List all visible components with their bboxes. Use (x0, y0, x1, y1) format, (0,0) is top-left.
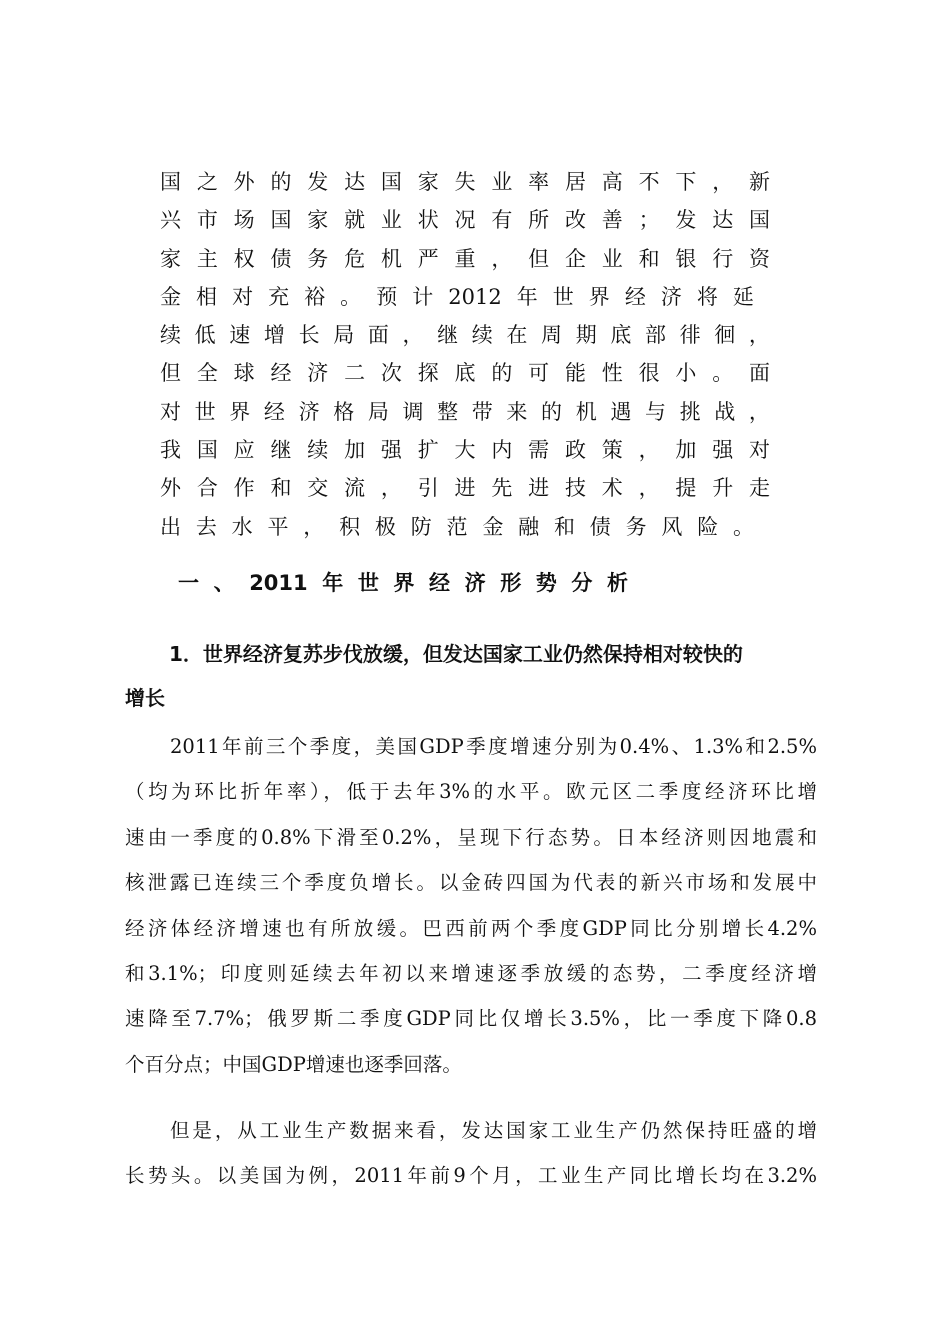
abstract-char: 的 (270, 170, 292, 194)
abstract-char: 需 (528, 438, 550, 463)
abstract-char: ， (638, 476, 660, 501)
abstract-char: 济 (660, 284, 682, 309)
paragraph-line: 个百分点；中国GDP增速也逐季回落。 (125, 1052, 462, 1076)
abstract-char: ； (638, 208, 660, 233)
abstract-char: 融 (518, 514, 540, 539)
abstract-char: 。 (340, 284, 362, 309)
abstract-char: 将 (696, 284, 718, 309)
abstract-char: 二 (344, 361, 366, 386)
abstract-char: 国 (160, 170, 181, 194)
abstract-char: 和 (270, 476, 292, 501)
section-heading-char: 一 (178, 571, 199, 595)
abstract-char: 风 (661, 514, 683, 539)
abstract-char: 率 (528, 170, 550, 194)
abstract-char: 续 (471, 323, 493, 348)
abstract-char: 预 (376, 284, 398, 309)
abstract-char: 国 (749, 208, 770, 233)
abstract-char: 徊 (714, 323, 736, 348)
abstract-char: 和 (638, 246, 660, 271)
abstract-char: 资 (749, 246, 770, 271)
abstract-char: 外 (160, 476, 181, 501)
abstract-char: 充 (268, 284, 290, 309)
abstract-char: ， (748, 399, 770, 424)
abstract-char: 走 (749, 476, 770, 501)
paragraph-line: 速由一季度的0.8%下滑至0.2%，呈现下行态势。日本经济则因地震和 (125, 825, 817, 849)
paragraph-line: （均为环比折年率），低于去年3%的水平。欧元区二季度经济环比增 (125, 780, 817, 804)
abstract-char: 整 (437, 399, 459, 424)
abstract-char: 部 (644, 323, 666, 348)
abstract-char: 兴 (160, 208, 181, 233)
abstract-char: 重 (454, 246, 476, 271)
abstract-line (160, 240, 770, 278)
abstract-char: ， (402, 323, 424, 348)
section-heading-char: 2011 (249, 571, 308, 595)
abstract-char: 之 (196, 170, 218, 194)
abstract-char: 务 (307, 246, 329, 271)
abstract-char: 全 (196, 361, 218, 386)
abstract-char: 我 (160, 438, 181, 463)
abstract-char: 加 (675, 438, 697, 463)
abstract-char: 续 (160, 323, 181, 348)
section-heading-char: 界 (393, 571, 415, 595)
abstract-char: 增 (263, 323, 285, 348)
abstract-char: 市 (196, 208, 218, 233)
abstract-char: ， (638, 438, 660, 463)
abstract-char: 权 (233, 246, 255, 271)
abstract-char: ， (303, 514, 325, 539)
abstract-char: 。 (733, 514, 754, 539)
abstract-char: 高 (601, 170, 623, 194)
abstract-char: 界 (229, 399, 251, 424)
abstract-char: 交 (307, 476, 329, 501)
section-heading-char: 势 (535, 571, 557, 595)
abstract-char: 发 (307, 170, 329, 194)
paragraph-line: 但是，从工业生产数据来看，发达国家工业生产仍然保持旺盛的增 (170, 1119, 817, 1142)
section-heading-char: 经 (429, 571, 451, 595)
abstract-char: 面 (749, 361, 770, 386)
abstract-char: ， (491, 246, 513, 271)
abstract-line (160, 278, 754, 316)
abstract-char: 经 (263, 399, 285, 424)
abstract-char: 进 (454, 476, 476, 501)
abstract-char: 出 (160, 514, 181, 539)
subsection-heading-line2: 增长 (125, 686, 165, 710)
abstract-char: 水 (231, 514, 253, 539)
abstract-char: 速 (229, 323, 251, 348)
abstract-char: 下 (675, 170, 697, 194)
abstract-char: 金 (160, 284, 181, 309)
abstract-char: 术 (601, 476, 623, 501)
abstract-char: 就 (344, 208, 366, 233)
paragraph-line: 核泄露已连续三个季度负增长。以金砖四国为代表的新兴市场和发展中 (125, 871, 817, 895)
abstract-char: 小 (675, 361, 697, 386)
abstract-char: 但 (160, 361, 181, 386)
paragraph-1 (125, 724, 817, 1087)
abstract-char: 格 (333, 399, 355, 424)
abstract-char: 策 (601, 438, 623, 463)
abstract-char: 平 (267, 514, 289, 539)
abstract-char: 极 (374, 514, 396, 539)
abstract-char: ， (748, 323, 770, 348)
abstract-char: 先 (491, 476, 513, 501)
abstract-char: 挑 (679, 399, 701, 424)
abstract-char: 进 (528, 476, 550, 501)
abstract-char: 业 (491, 170, 513, 194)
abstract-char: 达 (712, 208, 734, 233)
abstract-char: 遇 (610, 399, 632, 424)
abstract-line (160, 393, 770, 431)
abstract-char: 积 (339, 514, 361, 539)
section-heading-char: 、 (213, 571, 235, 595)
abstract-char: 继 (437, 323, 459, 348)
abstract-char: 球 (233, 361, 255, 386)
abstract-char: 对 (232, 284, 254, 309)
abstract-char: ， (712, 170, 734, 194)
abstract-line (160, 469, 770, 507)
abstract-char: 低 (194, 323, 216, 348)
abstract-char: 危 (344, 246, 366, 271)
abstract-char: 作 (233, 476, 255, 501)
abstract-char: 险 (697, 514, 719, 539)
abstract-char: 技 (564, 476, 586, 501)
abstract-char: 机 (380, 246, 402, 271)
paragraph-line: 速降至7.7%；俄罗斯二季度GDP同比仅增长3.5%，比一季度下降0.8 (125, 1007, 817, 1031)
abstract-char: 长 (298, 323, 320, 348)
abstract-char: 失 (454, 170, 476, 194)
abstract-char: 调 (402, 399, 424, 424)
abstract-char: 所 (528, 208, 550, 233)
abstract-char: 改 (564, 208, 586, 233)
abstract-char: 内 (491, 438, 513, 463)
section-heading-char: 年 (322, 571, 344, 595)
abstract-block (160, 163, 770, 546)
abstract-char: 发 (675, 208, 697, 233)
section-heading-char: 济 (464, 571, 486, 595)
abstract-char: 企 (564, 246, 586, 271)
abstract-char: 的 (541, 399, 563, 424)
abstract-char: 国 (380, 170, 402, 194)
abstract-char: 家 (307, 208, 329, 233)
abstract-char: 债 (270, 246, 292, 271)
abstract-char: 延 (732, 284, 754, 309)
abstract-char: 扩 (417, 438, 439, 463)
abstract-char: 局 (333, 323, 355, 348)
abstract-char: 家 (417, 170, 439, 194)
abstract-char: ， (380, 476, 402, 501)
abstract-char: 对 (160, 399, 181, 424)
paragraph-line: 长势头。以美国为例，2011年前9个月，工业生产同比增长均在3.2% (125, 1164, 817, 1188)
abstract-char: 强 (712, 438, 734, 463)
abstract-char: 底 (454, 361, 476, 386)
abstract-char: 流 (344, 476, 366, 501)
abstract-char: 况 (454, 208, 476, 233)
abstract-char: 经 (624, 284, 646, 309)
abstract-char: 世 (552, 284, 574, 309)
abstract-char: 但 (528, 246, 550, 271)
abstract-char: 不 (638, 170, 660, 194)
abstract-line (160, 508, 754, 546)
abstract-char: 计 (412, 284, 434, 309)
abstract-char: 场 (233, 208, 255, 233)
abstract-char: 机 (575, 399, 597, 424)
abstract-char: 世 (194, 399, 216, 424)
subsection-heading-line1: 1．世界经济复苏步伐放缓，但发达国家工业仍然保持相对较快的 (169, 642, 743, 666)
abstract-char: 去 (195, 514, 217, 539)
abstract-char: 对 (749, 438, 770, 463)
abstract-char: 外 (233, 170, 255, 194)
abstract-char: 的 (491, 361, 513, 386)
abstract-char: 引 (417, 476, 439, 501)
abstract-char: 升 (712, 476, 734, 501)
abstract-char: 国 (196, 438, 218, 463)
abstract-char: 裕 (304, 284, 326, 309)
abstract-char: 合 (196, 476, 218, 501)
abstract-char: 防 (410, 514, 432, 539)
abstract-char: 可 (528, 361, 550, 386)
abstract-line (160, 354, 770, 392)
abstract-char: 底 (610, 323, 632, 348)
abstract-char: 济 (307, 361, 329, 386)
abstract-char: 严 (417, 246, 439, 271)
abstract-char: 能 (564, 361, 586, 386)
paragraph-line: 和3.1%；印度则延续去年初以来增速逐季放缓的态势，二季度经济增 (125, 961, 817, 985)
abstract-line (160, 316, 770, 354)
abstract-char: 周 (541, 323, 563, 348)
section-heading (178, 566, 628, 600)
abstract-char: 债 (589, 514, 611, 539)
abstract-char: 界 (588, 284, 610, 309)
abstract-char: 。 (712, 361, 734, 386)
abstract-char: 行 (712, 246, 734, 271)
abstract-char: 经 (270, 361, 292, 386)
abstract-char: 主 (196, 246, 218, 271)
section-heading-char: 世 (357, 571, 379, 595)
abstract-char: 相 (196, 284, 218, 309)
paragraph-2 (125, 1108, 817, 1199)
abstract-char: 大 (454, 438, 476, 463)
abstract-char: 应 (233, 438, 255, 463)
abstract-char: 2012 (448, 284, 502, 309)
abstract-char: 续 (307, 438, 329, 463)
abstract-char: 局 (367, 399, 389, 424)
abstract-char: 状 (417, 208, 439, 233)
abstract-char: 年 (516, 284, 538, 309)
abstract-char: 济 (298, 399, 320, 424)
abstract-char: 有 (491, 208, 513, 233)
paragraph-line: 经济体经济增速也有所放缓。巴西前两个季度GDP同比分别增长4.2% (125, 916, 817, 940)
abstract-char: 提 (675, 476, 697, 501)
section-heading-char: 形 (500, 571, 522, 595)
abstract-char: 强 (380, 438, 402, 463)
abstract-char: 探 (417, 361, 439, 386)
abstract-char: 业 (601, 246, 623, 271)
abstract-line (160, 201, 770, 239)
abstract-char: 继 (270, 438, 292, 463)
abstract-char: 务 (625, 514, 647, 539)
abstract-char: 带 (471, 399, 493, 424)
abstract-char: 业 (380, 208, 402, 233)
abstract-char: 达 (344, 170, 366, 194)
abstract-char: 战 (714, 399, 736, 424)
abstract-char: 居 (564, 170, 586, 194)
abstract-char: 很 (638, 361, 660, 386)
abstract-char: 金 (482, 514, 504, 539)
abstract-char: 范 (446, 514, 468, 539)
abstract-char: 政 (564, 438, 586, 463)
abstract-char: 性 (601, 361, 623, 386)
abstract-char: 徘 (679, 323, 701, 348)
abstract-char: 和 (553, 514, 575, 539)
abstract-char: 加 (344, 438, 366, 463)
subsection-heading (125, 632, 817, 720)
abstract-char: 银 (675, 246, 697, 271)
abstract-char: 善 (601, 208, 623, 233)
abstract-char: 期 (575, 323, 597, 348)
abstract-char: 面 (367, 323, 389, 348)
abstract-line (160, 163, 770, 201)
section-heading-char: 分 (571, 571, 593, 595)
section-heading-char: 析 (606, 571, 628, 595)
abstract-char: 来 (506, 399, 528, 424)
abstract-char: 家 (160, 246, 181, 271)
abstract-line (160, 431, 770, 469)
abstract-char: 新 (749, 170, 770, 194)
abstract-char: 在 (506, 323, 528, 348)
abstract-char: 国 (270, 208, 292, 233)
abstract-char: 次 (380, 361, 402, 386)
paragraph-line: 2011年前三个季度，美国GDP季度增速分别为0.4%、1.3%和2.5% (170, 735, 817, 758)
abstract-char: 与 (644, 399, 666, 424)
